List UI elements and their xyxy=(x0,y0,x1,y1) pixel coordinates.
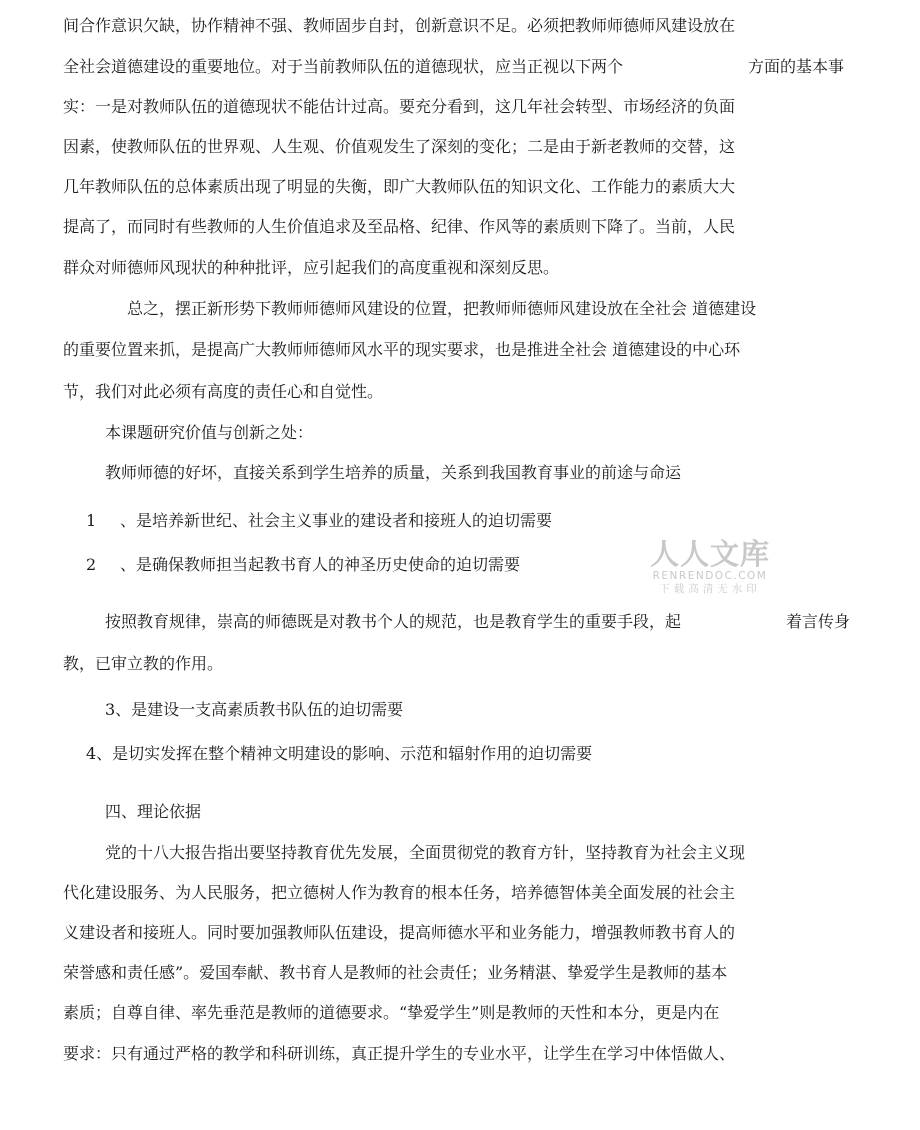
text-line: 间合作意识欠缺，协作精神不强、教师固步自封，创新意识不足。必须把教师师德师风建设放在 xyxy=(63,16,736,35)
text-line: 素质；自尊自律、率先垂范是教师的道德要求。“挚爱学生”则是教师的天性和本分，更是内在 xyxy=(63,1003,720,1022)
watermark-title: 人人文库 xyxy=(649,537,770,571)
text-line: 按照教育规律，崇高的师德既是对教书个人的规范，也是教育学生的重要手段，起 xyxy=(105,612,682,631)
text-line: 提高了，而同时有些教师的人生价值追求及至品格、纪律、作风等的素质则下降了。当前，人民 xyxy=(63,217,736,236)
list-number: 2 xyxy=(86,555,97,574)
text-line: 节，我们对此必须有高度的责任心和自觉性。 xyxy=(63,382,384,401)
section-heading: 四、理论依据 xyxy=(105,802,202,821)
watermark-url: RENRENDOC.COM xyxy=(652,570,768,582)
text-line: 的重要位置来抓，是提高广大教师师德师风水平的现实要求，也是推进全社会 道德建设的中心环 xyxy=(63,340,741,359)
text-line: 党的十八大报告指出要坚持教育优先发展，全面贯彻党的教育方针，坚持教育为社会主义现 xyxy=(105,843,746,862)
list-item-text: 、是培养新世纪、社会主义事业的建设者和接班人的迫切需要 xyxy=(120,511,553,530)
text-line: 几年教师队伍的总体素质出现了明显的失衡，即广大教师队伍的知识文化、工作能力的素质大大 xyxy=(63,177,736,196)
text-line: 荣誉感和责任感”。爱国奉献、教书育人是教师的社会责任；业务精湛、挚爱学生是教师的基本 xyxy=(63,963,728,982)
watermark-slogan: 下载高清无水印 xyxy=(659,583,761,595)
watermark xyxy=(646,538,774,596)
text-line: 总之，摆正新形势下教师师德师风建设的位置，把教师师德师风建设放在全社会 道德建设 xyxy=(127,299,757,318)
text-line: 方面的基本事 xyxy=(748,57,845,76)
text-line: 实：一是对教师队伍的道德现状不能估计过高。要充分看到，这几年社会转型、市场经济的负面 xyxy=(63,97,736,116)
text-line: 着言传身 xyxy=(786,612,851,631)
list-item-text: 4、是切实发挥在整个精神文明建设的影响、示范和辐射作用的迫切需要 xyxy=(86,744,593,763)
list-item-text: 3、是建设一支高素质教书队伍的迫切需要 xyxy=(105,700,404,719)
text-line: 代化建设服务、为人民服务，把立德树人作为教育的根本任务，培养德智体美全面发展的社会主 xyxy=(63,883,736,902)
text-line: 全社会道德建设的重要地位。对于当前教师队伍的道德现状，应当正视以下两个 xyxy=(63,57,624,76)
text-line: 本课题研究价值与创新之处： xyxy=(105,423,314,442)
text-line: 因素，使教师队伍的世界观、人生观、价值观发生了深刻的变化；二是由于新老教师的交替，这 xyxy=(63,137,736,156)
text-line: 教，已审立教的作用。 xyxy=(63,654,224,673)
list-item-text: 、是确保教师担当起教书育人的神圣历史使命的迫切需要 xyxy=(120,555,521,574)
text-line: 义建设者和接班人。同时要加强教师队伍建设，提高师德水平和业务能力，增强教师教书育人的 xyxy=(63,923,736,942)
text-line: 群众对师德师风现状的种种批评，应引起我们的高度重视和深刻反思。 xyxy=(63,258,560,277)
text-line: 要求：只有通过严格的教学和科研训练，真正提升学生的专业水平，让学生在学习中体悟做人、 xyxy=(63,1044,736,1063)
text-line: 教师师德的好坏，直接关系到学生培养的质量，关系到我国教育事业的前途与命运 xyxy=(105,463,682,482)
list-number: 1 xyxy=(86,511,97,530)
